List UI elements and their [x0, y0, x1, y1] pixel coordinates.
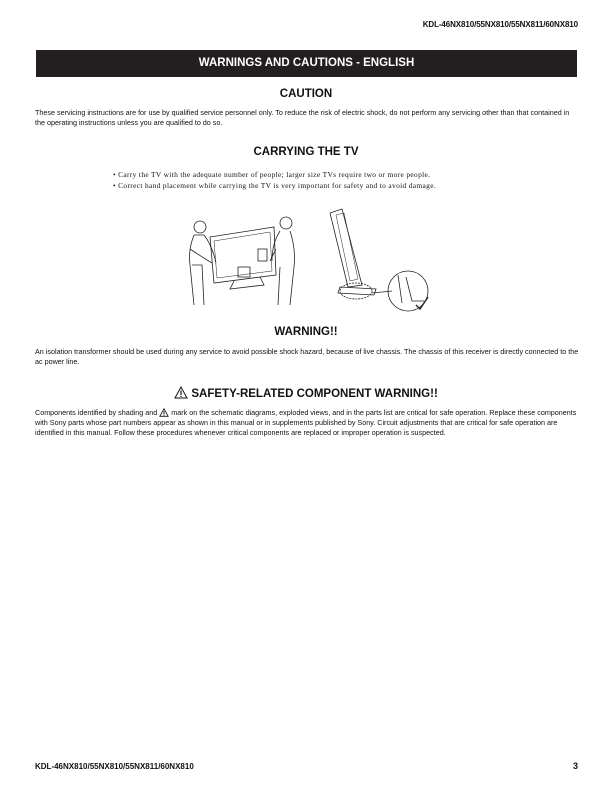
warning-triangle-icon: [174, 386, 188, 399]
carrying-bullet: • Carry the TV with the adequate number of people; larger size TVs require two or more people.: [113, 169, 503, 180]
safety-title: SAFETY-RELATED COMPONENT WARNING!!: [191, 388, 438, 400]
person-right-figure: [270, 217, 295, 305]
caution-text: These servicing instructions are for use by qualified service personnel only. To reduce the risk of electric shock, do not perform any servicing other than that contained in the operating instructions unless you are qualified to do so.: [35, 108, 570, 128]
caution-title: CAUTION: [279, 88, 333, 100]
carrying-bullets: [113, 169, 503, 191]
warning-triangle-icon: [159, 408, 169, 417]
section-banner: WARNINGS AND CAUTIONS - ENGLISH: [36, 50, 577, 77]
hand-placement-detail: [388, 271, 428, 311]
safety-text-part1: Components identified by shading and: [35, 408, 158, 417]
safety-title-row: [0, 386, 612, 400]
warning-title: WARNING!!: [274, 326, 338, 338]
page-number: 3: [572, 761, 578, 771]
warning-text: An isolation transformer should be used during any service to avoid possible shock hazard, because of live chassis. The chassis of this receiver is directly connected to the ac power line.: [35, 347, 579, 367]
header-model: KDL-46NX810/55NX810/55NX811/60NX810: [422, 20, 578, 29]
footer-model: KDL-46NX810/55NX810/55NX811/60NX810: [35, 762, 194, 771]
carrying-tv-illustration: [180, 205, 440, 315]
safety-text: [35, 408, 580, 439]
carrying-bullet: • Correct hand placement while carrying the TV is very important for safety and to avoid damage.: [113, 180, 503, 191]
tv-side-view: [330, 209, 392, 299]
safety-text-part2: mark on the schematic diagrams, exploded views, and in the parts list are critical for safe operation. Replace these components with Sony parts whose part numbers appear as shown in this manual or in supplements published by Sony. Circuit adjustments that are critical for safe operation are identified in this manual. Follow these procedures whenever critical components are replaced or improper operation is suspected.: [35, 408, 577, 438]
tv-being-carried: [210, 227, 276, 289]
carrying-title: CARRYING THE TV: [253, 146, 359, 158]
